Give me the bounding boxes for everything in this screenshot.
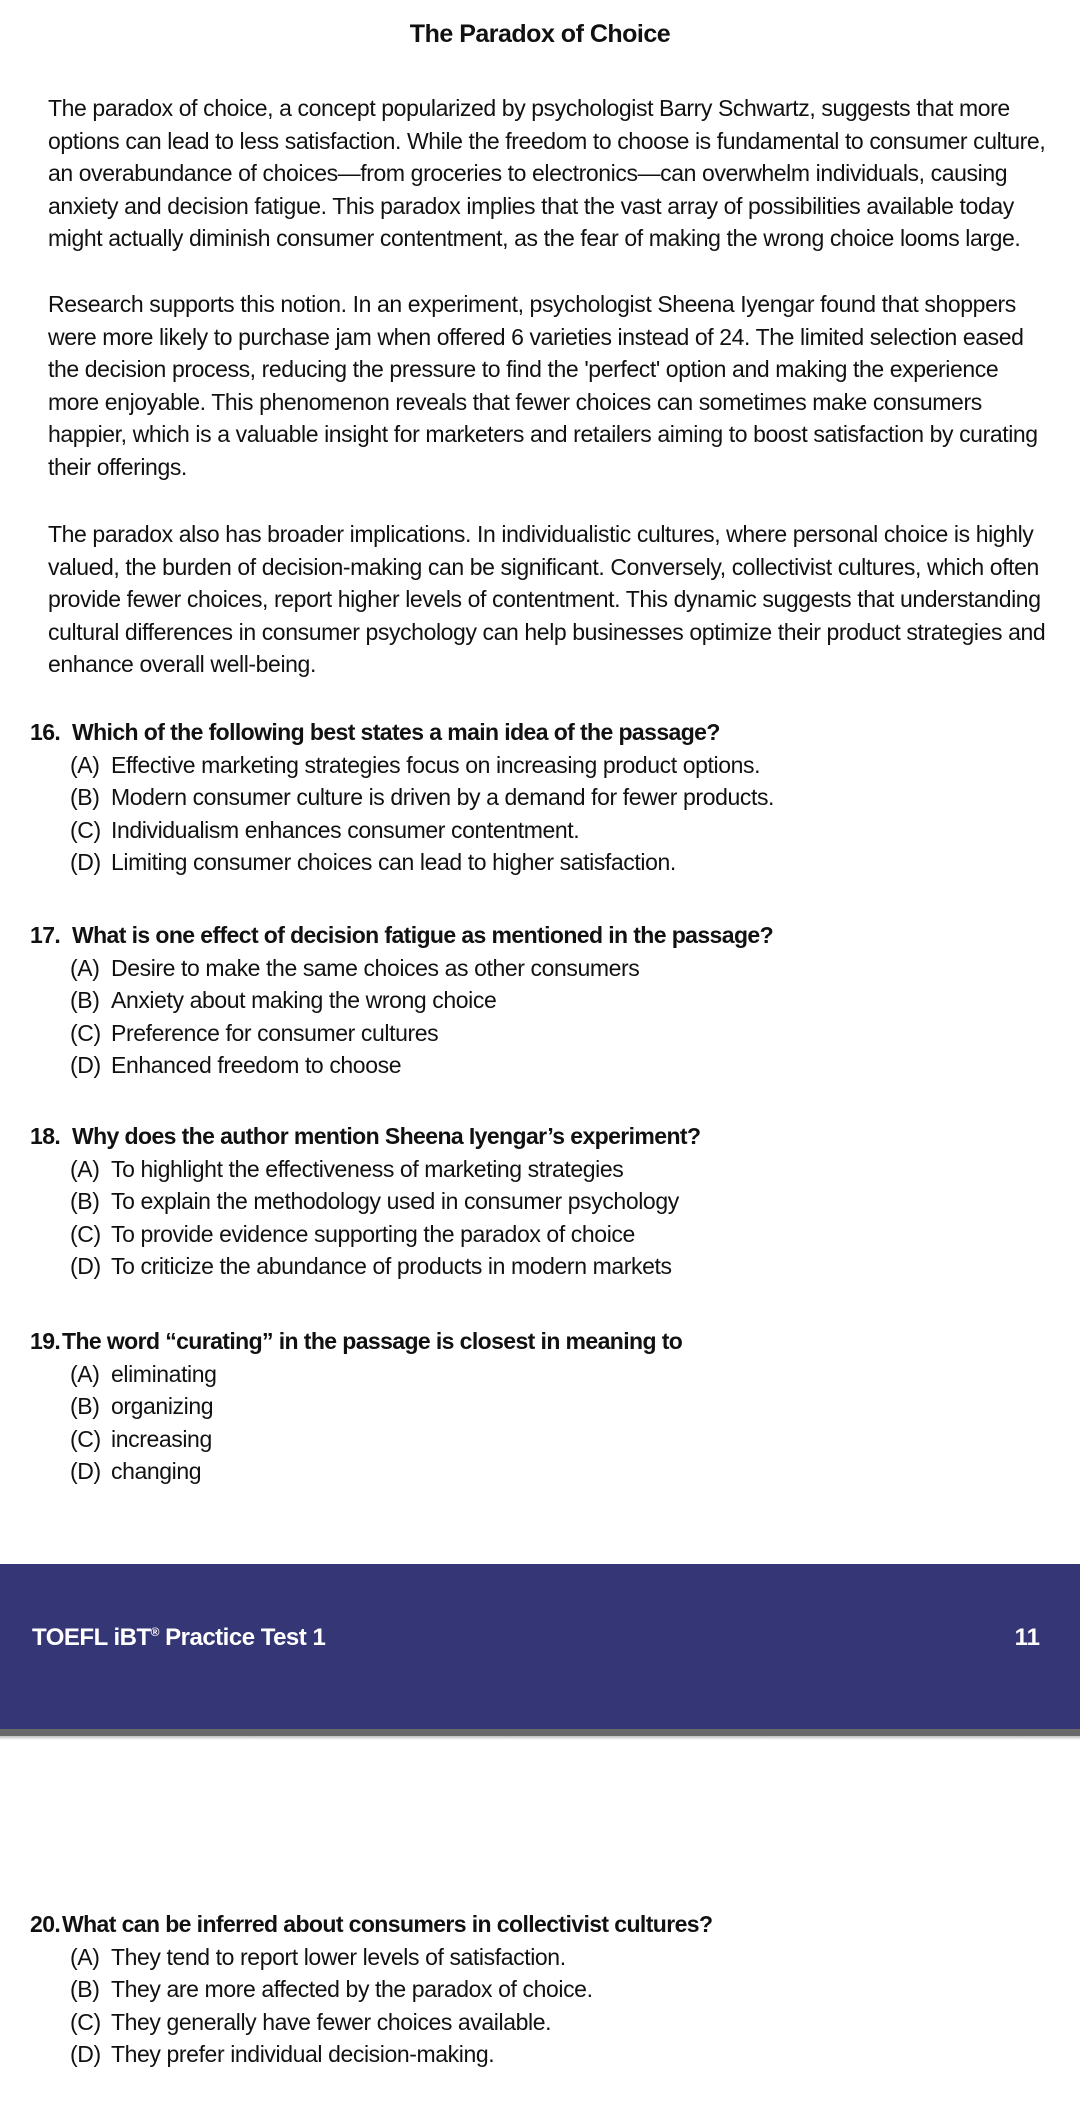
option-letter: (B) <box>70 1976 100 2003</box>
option-text: eliminating <box>111 1360 217 1387</box>
option-a[interactable] <box>70 1358 1060 1391</box>
option-letter: (D) <box>70 849 101 876</box>
option-letter: (D) <box>70 1458 101 1485</box>
option-c[interactable] <box>70 2006 1060 2039</box>
option-text: To provide evidence supporting the paradox of choice <box>111 1220 635 1247</box>
option-b[interactable] <box>70 1185 1060 1218</box>
option-letter: (A) <box>70 1943 100 1970</box>
option-d[interactable] <box>70 1455 1060 1488</box>
passage-paragraph-1: The paradox of choice, a concept popularized by psychologist Barry Schwartz, suggests that more options can lead to less satisfaction. While the freedom to choose is fundamental to consumer culture, an overabundance of choices—from groceries to electronics—can overwhelm individuals, causing anxiety and decision fatigue. This paradox implies that the vast array of possibilities available today might actually diminish consumer contentment, as the fear of making the wrong choice looms large. <box>48 95 1046 252</box>
option-text: Individualism enhances consumer contentment. <box>111 816 580 843</box>
option-a[interactable] <box>70 1941 1060 1974</box>
passage-paragraph-3: The paradox also has broader implications. In individualistic cultures, where personal choice is highly valued, the burden of decision-making can be significant. Conversely, collectivist cultures, which often provide fewer choices, report higher levels of contentment. This dynamic suggests that understanding cultural differences in consumer psychology can help businesses optimize their product strategies and enhance overall well-being. <box>48 521 1046 678</box>
option-text: Desire to make the same choices as other consumers <box>111 954 640 981</box>
option-text: changing <box>111 1458 202 1485</box>
page-divider <box>0 1729 1080 1736</box>
question-stem <box>30 1908 1060 1941</box>
option-a[interactable] <box>70 1153 1060 1186</box>
option-b[interactable] <box>70 781 1060 814</box>
option-b[interactable] <box>70 1973 1060 2006</box>
test-name: TOEFL iBT <box>32 1624 151 1651</box>
option-b[interactable] <box>70 984 1060 1017</box>
option-d[interactable] <box>70 1250 1060 1283</box>
option-text: To highlight the effectiveness of marketing strategies <box>111 1155 624 1182</box>
answer-options <box>30 1358 1060 1488</box>
option-text: They tend to report lower levels of satisfaction. <box>111 1943 566 1970</box>
question-number: 18. <box>30 1123 61 1149</box>
question-text: Which of the following best states a main idea of the passage? <box>72 719 720 745</box>
option-letter: (C) <box>70 816 101 843</box>
question-number: 17. <box>30 922 61 948</box>
option-b[interactable] <box>70 1390 1060 1423</box>
option-letter: (B) <box>70 987 100 1014</box>
test-suffix: Practice Test 1 <box>158 1624 326 1651</box>
option-letter: (C) <box>70 1220 101 1247</box>
option-text: They generally have fewer choices available. <box>111 2008 552 2035</box>
option-letter: (D) <box>70 2041 101 2068</box>
question-17 <box>30 919 1060 1082</box>
option-letter: (C) <box>70 2008 101 2035</box>
option-letter: (A) <box>70 751 100 778</box>
question-text: The word “curating” in the passage is closest in meaning to <box>62 1328 683 1354</box>
answer-options <box>30 1941 1060 2071</box>
question-number: 19. <box>30 1328 61 1354</box>
option-a[interactable] <box>70 749 1060 782</box>
option-text: organizing <box>111 1393 214 1420</box>
option-letter: (D) <box>70 1052 101 1079</box>
option-a[interactable] <box>70 952 1060 985</box>
page-divider-shadow <box>0 1736 1080 1740</box>
option-letter: (B) <box>70 1188 100 1215</box>
option-text: Anxiety about making the wrong choice <box>111 987 497 1014</box>
page-footer <box>0 1564 1080 1729</box>
option-text: They prefer individual decision-making. <box>111 2041 495 2068</box>
option-text: Limiting consumer choices can lead to higher satisfaction. <box>111 849 676 876</box>
question-number: 20. <box>30 1911 61 1937</box>
option-letter: (A) <box>70 954 100 981</box>
option-c[interactable] <box>70 1017 1060 1050</box>
option-text: To explain the methodology used in consumer psychology <box>111 1188 679 1215</box>
option-letter: (B) <box>70 1393 100 1420</box>
answer-options <box>30 952 1060 1082</box>
option-text: increasing <box>111 1425 212 1452</box>
option-c[interactable] <box>70 814 1060 847</box>
option-d[interactable] <box>70 1049 1060 1082</box>
question-text: What is one effect of decision fatigue as mentioned in the passage? <box>72 922 774 948</box>
question-16 <box>30 716 1060 879</box>
option-d[interactable] <box>70 846 1060 879</box>
option-text: To criticize the abundance of products in modern markets <box>111 1253 672 1280</box>
passage-paragraph-2: Research supports this notion. In an experiment, psychologist Sheena Iyengar found that shoppers were more likely to purchase jam when offered 6 varieties instead of 24. The limited selection eased the decision process, reducing the pressure to find the 'perfect' option and making the experience more enjoyable. This phenomenon reveals that fewer choices can sometimes make consumers happier, which is a valuable insight for marketers and retailers aiming to boost satisfaction by curating their offerings. <box>48 291 1038 480</box>
answer-options <box>30 1153 1060 1283</box>
question-20 <box>30 1908 1060 2071</box>
option-letter: (A) <box>70 1360 100 1387</box>
question-text: Why does the author mention Sheena Iyengar’s experiment? <box>72 1123 701 1149</box>
option-letter: (A) <box>70 1155 100 1182</box>
option-letter: (B) <box>70 784 100 811</box>
question-18 <box>30 1120 1060 1283</box>
question-stem <box>30 919 1060 952</box>
option-letter: (C) <box>70 1019 101 1046</box>
option-c[interactable] <box>70 1423 1060 1456</box>
option-text: Enhanced freedom to choose <box>111 1052 402 1079</box>
option-text: Effective marketing strategies focus on increasing product options. <box>111 751 761 778</box>
option-d[interactable] <box>70 2038 1060 2071</box>
question-number: 16. <box>30 719 61 745</box>
answer-options <box>30 749 1060 879</box>
question-stem <box>30 1325 1060 1358</box>
registered-mark: ® <box>150 1625 159 1639</box>
option-text: They are more affected by the paradox of choice. <box>111 1976 593 2003</box>
option-letter: (C) <box>70 1425 101 1452</box>
option-text: Modern consumer culture is driven by a demand for fewer products. <box>111 784 775 811</box>
option-text: Preference for consumer cultures <box>111 1019 439 1046</box>
option-letter: (D) <box>70 1253 101 1280</box>
question-stem <box>30 716 1060 749</box>
passage-title: The Paradox of Choice <box>409 20 671 48</box>
footer-page-number: 11 <box>1014 1624 1040 1651</box>
question-text: What can be inferred about consumers in collectivist cultures? <box>62 1911 713 1937</box>
footer-test-name <box>32 1624 325 1652</box>
question-19 <box>30 1325 1060 1488</box>
option-c[interactable] <box>70 1218 1060 1251</box>
question-stem <box>30 1120 1060 1153</box>
